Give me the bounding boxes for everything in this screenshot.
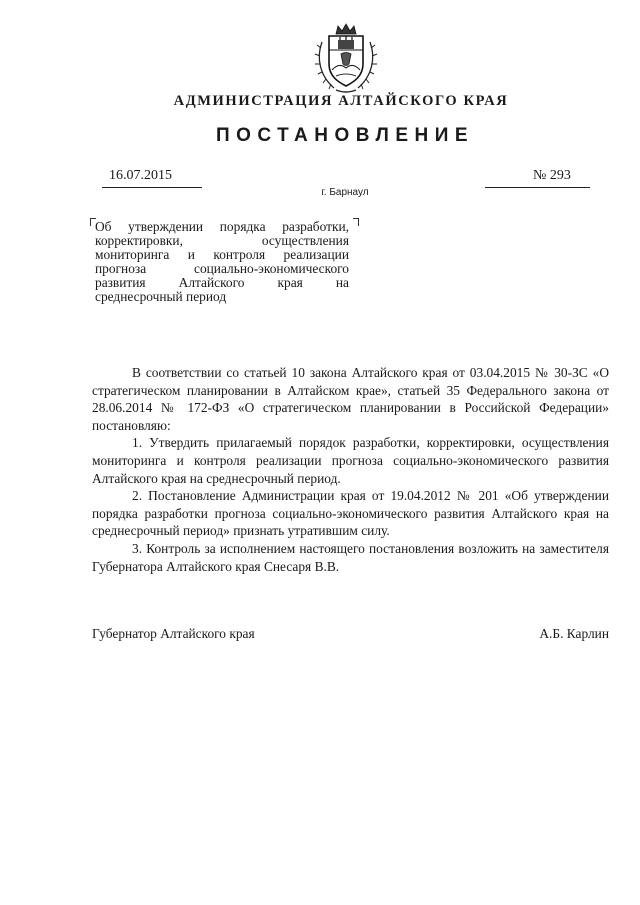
signatory-name: А.Б. Карлин bbox=[539, 626, 609, 641]
document-type-title: ПОСТАНОВЛЕНИЕ bbox=[215, 125, 475, 146]
item-paragraph-3: 3. Контроль за исполнением настоящего постановления возложить на заместителя Губернатора Алтайского края Снесаря В.В. bbox=[92, 540, 609, 574]
subject-bracket-right bbox=[353, 218, 359, 226]
item-paragraph-1: 1. Утвердить прилагаемый порядок разработки, корректировки, осуществления мониторинга и контроля реализации прогноза социально-экономического развития Алтайского края на среднесрочный период. bbox=[92, 435, 609, 486]
document-body bbox=[92, 364, 609, 575]
item-paragraph-2: 2. Постановление Администрации края от 19.04.2012 № 201 «Об утверждении порядка разработки прогноза социально-экономического развития Алтайского края на среднесрочный период» признать утратившим силу. bbox=[92, 488, 609, 539]
document-number: № 293 bbox=[533, 168, 571, 183]
signatory-position: Губернатор Алтайского края bbox=[92, 626, 255, 641]
preamble-paragraph: В соответствии со статьей 10 закона Алтайского края от 03.04.2015 № 30-ЗС «О стратегическом планировании в Алтайском крае», статьей 35 Федерального закона от 28.06.2014 № 172-ФЗ «О стратегическом планировании в Российской Федерации» постановляю: bbox=[92, 365, 609, 433]
document-date: 16.07.2015 bbox=[109, 168, 172, 183]
document-subject: Об утверждении порядка разработки, корректировки, осуществления мониторинга и контроля реализации прогноза социально-экономического развития Алтайского края на среднесрочный период bbox=[95, 219, 349, 304]
organization-title: АДМИНИСТРАЦИЯ АЛТАЙСКОГО КРАЯ bbox=[173, 93, 509, 109]
city-label: г. Барнаул bbox=[321, 187, 369, 198]
coat-of-arms-icon bbox=[312, 20, 380, 96]
